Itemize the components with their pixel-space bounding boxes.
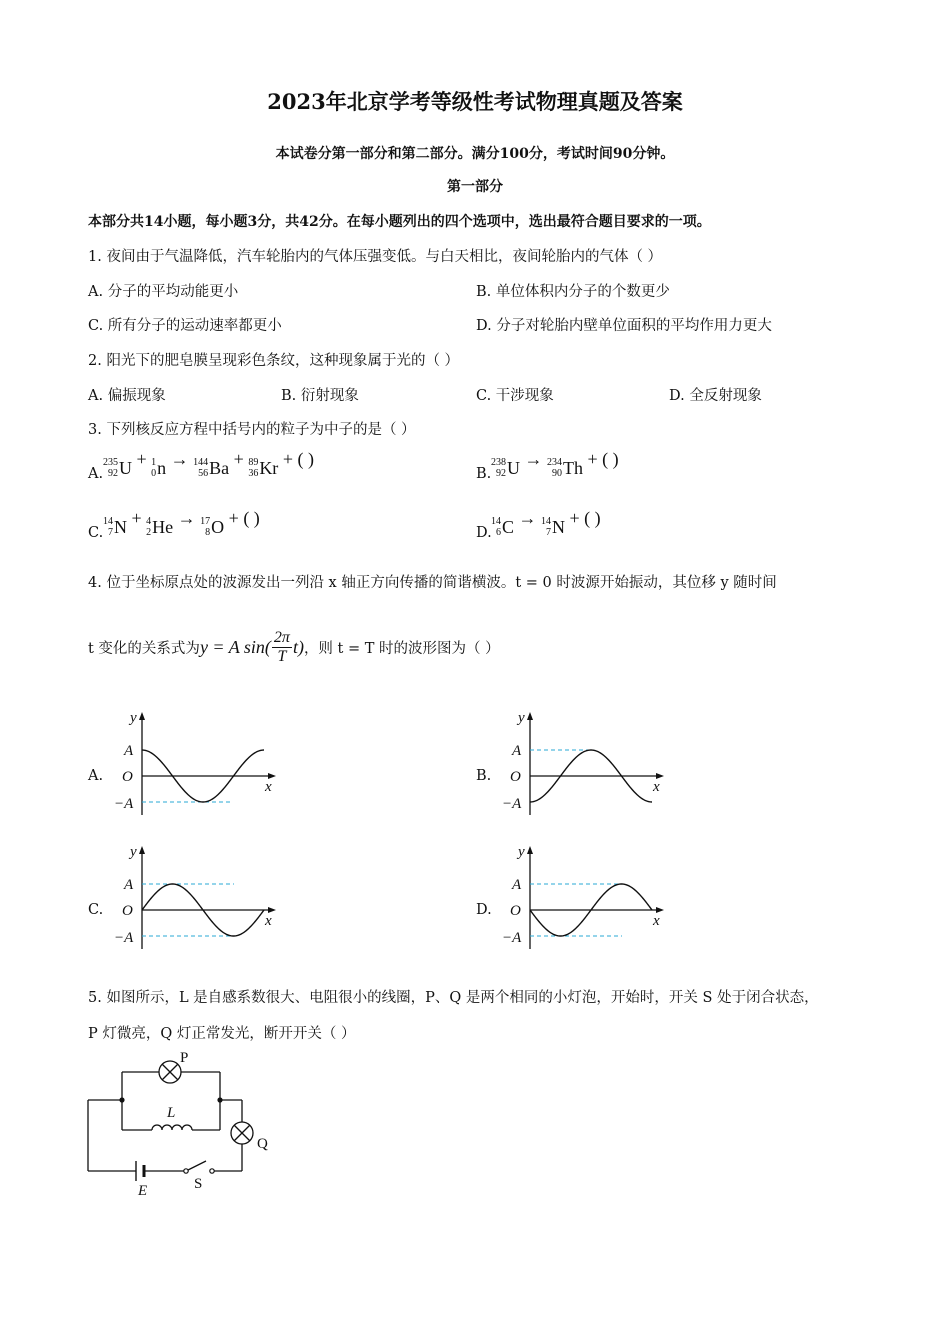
lamp-p-label: P [180, 1050, 189, 1066]
nuclide-neutron: 1 0 n [151, 457, 167, 479]
nuclide-c14: 14 6 C [491, 516, 515, 538]
q4-formula: y = A sin( $\frac{2\pi}{T}$ t) [199, 629, 304, 665]
part-intro: 本部分共14小题，每小题3分，共42分。在每小题列出的四个选项中，选出最符合题目要求的一项。 [88, 214, 711, 230]
q5-stem-line2: P 灯微亮，Q 灯正常发光，断开开关（ ） [88, 1026, 356, 1042]
nuclide-ba144: 144 56 Ba [193, 457, 230, 479]
origin-label: O [122, 769, 133, 785]
y-axis-label: y [130, 710, 137, 726]
battery-label: E [138, 1183, 148, 1198]
q3-option-d-label: D. [476, 525, 492, 541]
q4-graph-b [496, 708, 676, 820]
y-axis-label: y [518, 844, 525, 860]
q1-option-c: C. 所有分子的运动速率都更小 [88, 318, 282, 334]
q3-option-b-equation: 238 92 U → 234 90 Th + ( ) [491, 449, 619, 479]
q1-option-b: B. 单位体积内分子的个数更少 [476, 284, 670, 300]
nuclide-kr89: 89 36 Kr [248, 457, 279, 479]
nuclide-u235: 235 92 U [103, 457, 132, 479]
q4-stem-line2 [88, 629, 500, 666]
q2-option-a: A. 偏振现象 [88, 388, 166, 404]
q5-circuit-diagram [84, 1048, 284, 1198]
neg-amplitude-label: −A [114, 796, 134, 812]
exam-subtitle: 本试卷分第一部分和第二部分。满分100分，考试时间90分钟。 [275, 146, 675, 162]
nuclide-o17: 17 8 O [200, 516, 225, 538]
q2-option-d: D. 全反射现象 [669, 388, 762, 404]
q5-stem: 5. 如图所示，L 是自感系数很大、电阻很小的线圈，P、Q 是两个相同的小灯泡，开始时，开关 S 处于闭合状态， [88, 990, 819, 1006]
y-axis-arrow [527, 712, 533, 720]
q3-option-c-equation: 14 7 N + 4 2 He → 17 8 O + ( ) [103, 508, 260, 538]
neg-amplitude-label: −A [502, 796, 522, 812]
nuclide-u238: 238 92 U [491, 457, 520, 479]
q3-option-c-label: C. [88, 525, 104, 541]
q4-option-d-label: D. [476, 902, 492, 918]
q1-stem: 1. 夜间由于气温降低，汽车轮胎内的气体压强变低。与白天相比，夜间轮胎内的气体（ ） [88, 249, 663, 265]
origin-label: O [510, 903, 521, 919]
page-title: 2023年北京学考等级性考试物理真题及答案 [267, 89, 683, 114]
x-axis-label: x [265, 913, 272, 929]
q2-option-b: B. 衍射现象 [281, 388, 359, 404]
q3-option-a-equation: 235 92 U + 1 0 n → 144 56 Ba + 89 36 Kr + ( ) [103, 449, 314, 479]
y-axis-arrow [139, 712, 145, 720]
q4-graph-a [108, 708, 288, 820]
nuclide-n14: 14 7 N [103, 516, 127, 538]
q4-option-c-label: C. [88, 902, 104, 918]
y-axis-arrow [139, 846, 145, 854]
y-axis-label: y [130, 844, 137, 860]
q4-option-b-label: B. [476, 768, 492, 784]
neg-amplitude-label: −A [502, 930, 522, 946]
q3-option-b-label: B. [476, 466, 492, 482]
neg-amplitude-label: −A [114, 930, 134, 946]
q2-stem: 2. 阳光下的肥皂膜呈现彩色条纹，这种现象属于光的（ ） [88, 353, 460, 369]
q3-stem: 3. 下列核反应方程中括号内的粒子为中子的是（ ） [88, 422, 416, 438]
switch-label: S [194, 1176, 203, 1192]
q4-graph-d [496, 842, 676, 954]
nuclide-th234: 234 90 Th [547, 457, 583, 479]
q1-option-d: D. 分子对轮胎内壁单位面积的平均作用力更大 [476, 318, 772, 334]
q4-graph-c [108, 842, 288, 954]
q4-line2-pre: t 变化的关系式为 [88, 641, 200, 657]
q3-option-a-label: A. [88, 466, 104, 482]
nuclide-n14-product: 14 7 N [541, 516, 566, 538]
q1-option-a: A. 分子的平均动能更小 [88, 284, 239, 300]
q2-option-c: C. 干涉现象 [476, 388, 554, 404]
part-heading: 第一部分 [447, 179, 503, 195]
inductor-label: L [167, 1105, 176, 1121]
origin-label: O [510, 769, 521, 785]
amplitude-label: A [124, 743, 134, 759]
origin-label: O [122, 903, 133, 919]
amplitude-label: A [512, 877, 522, 893]
amplitude-label: A [512, 743, 522, 759]
q3-option-d-equation: 14 6 C → 14 7 N + ( ) [491, 508, 601, 538]
lamp-q-label: Q [257, 1136, 268, 1152]
y-axis-label: y [518, 710, 525, 726]
amplitude-label: A [124, 877, 134, 893]
y-axis-arrow [527, 846, 533, 854]
q4-line2-post: ，则 t = T 时的波形图为（ ） [303, 641, 500, 657]
x-axis-label: x [265, 779, 272, 795]
q4-option-a-label: A. [88, 768, 104, 784]
q4-stem: 4. 位于坐标原点处的波源发出一列沿 x 轴正方向传播的简谐横波。t = 0 时波源开始振动，其位移 y 随时间 [88, 575, 777, 591]
x-axis-label: x [653, 779, 660, 795]
x-axis-label: x [653, 913, 660, 929]
nuclide-he4: 4 2 He [146, 516, 174, 538]
